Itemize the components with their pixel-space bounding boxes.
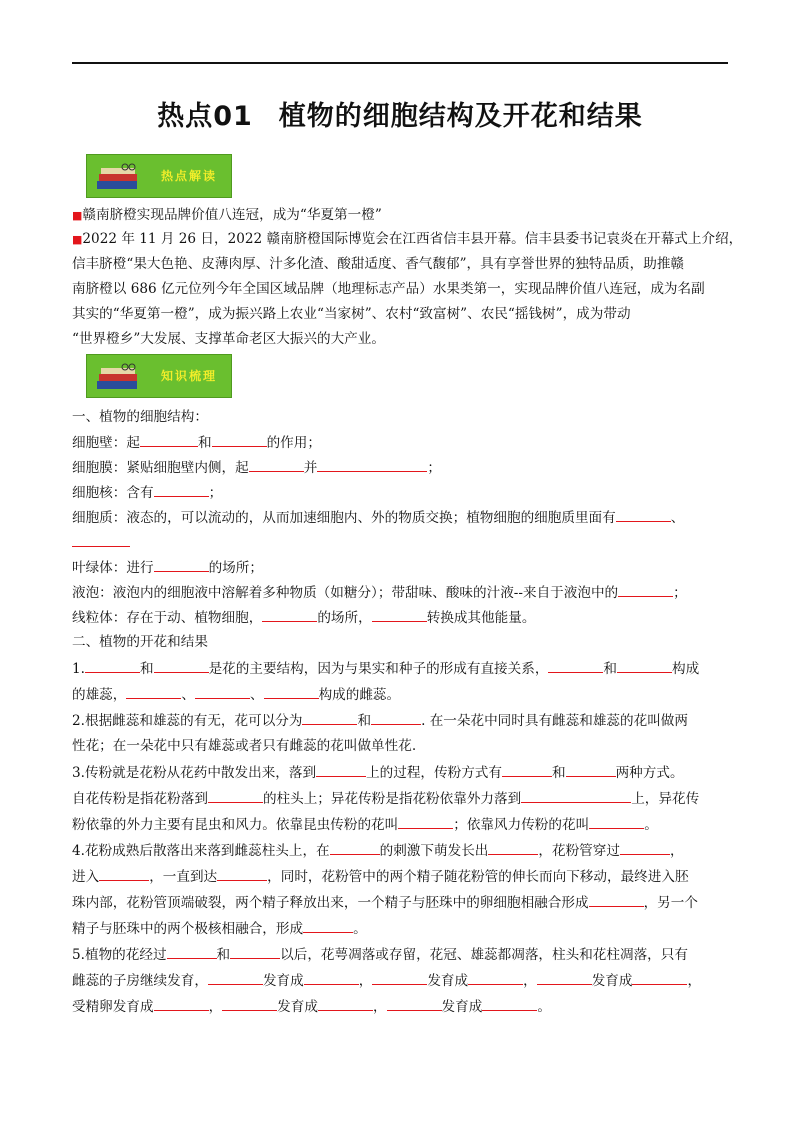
news-headline: ■赣南脐橙实现品牌价值八连冠，成为“华夏第一橙”: [72, 207, 382, 223]
answer-blank[interactable]: [398, 815, 453, 829]
answer-blank[interactable]: [264, 685, 319, 699]
answer-blank[interactable]: [303, 919, 353, 933]
page-title: [72, 94, 728, 133]
books-icon: [95, 163, 141, 193]
question-2-line: 性花；在一朵花中只有雄蕊或者只有雌蕊的花叫做单性花.: [72, 738, 417, 754]
bullet-icon: ■: [72, 233, 83, 246]
news-paragraph: “世界橙乡”大发展、支撑革命老区大振兴的大产业。: [72, 331, 385, 347]
badge-label: 知识梳理: [161, 369, 218, 383]
answer-blank[interactable]: [222, 997, 277, 1011]
fill-line-cell-membrane: 细胞膜：紧贴细胞壁内侧，起 并 ；: [72, 460, 441, 476]
question-1-line: 的雄蕊， 、 、 构成的雌蕊。: [72, 687, 401, 703]
answer-blank[interactable]: [618, 583, 673, 597]
answer-blank[interactable]: [317, 458, 427, 472]
answer-blank[interactable]: [537, 971, 592, 985]
news-paragraph: 其实的“华夏第一橙”，成为振兴路上农业“当家树”、农村“致富树”、农民“摇钱树”，成为带动: [72, 306, 631, 322]
answer-blank[interactable]: [468, 971, 523, 985]
question-5-line: 受精卵发育成 ， 发育成 ， 发育成 。: [72, 999, 551, 1015]
answer-blank[interactable]: [372, 971, 427, 985]
answer-blank[interactable]: [372, 608, 427, 622]
answer-blank[interactable]: [589, 893, 644, 907]
answer-blank[interactable]: [154, 659, 209, 673]
answer-blank[interactable]: [85, 659, 140, 673]
answer-blank[interactable]: [304, 971, 359, 985]
fill-line-mitochondria: 线粒体：存在于动、植物细胞， 的场所， 转换成其他能量。: [72, 610, 536, 626]
answer-blank[interactable]: [318, 997, 373, 1011]
news-paragraph: 南脐橙以 686 亿元位列今年全国区域品牌（地理标志产品）水果类第一，实现品牌价值八连冠，成为名副: [72, 281, 705, 297]
answer-blank[interactable]: [212, 433, 267, 447]
badge-label: 热点解读: [161, 169, 218, 183]
answer-blank[interactable]: [589, 815, 644, 829]
news-paragraph: ■2022 年 11 月 26 日，2022 赣南脐橙国际博览会在江西省信丰县开幕。信丰县委书记袁炎在开幕式上介绍，: [72, 231, 743, 247]
answer-blank[interactable]: [140, 433, 198, 447]
question-3-line: 粉依靠的外力主要有昆虫和风力。依靠昆虫传粉的花叫 ；依靠风力传粉的花叫 。: [72, 817, 658, 833]
question-4-line: 进入 ，一直到达 ，同时，花粉管中的两个精子随花粉管的伸长而向下移动，最终进入胚: [72, 869, 689, 885]
answer-blank[interactable]: [482, 997, 537, 1011]
answer-blank[interactable]: [99, 867, 149, 881]
question-1-line: 1. 和 是花的主要结构，因为与果实和种子的形成有直接关系， 和 构成: [72, 661, 700, 677]
fill-line-nucleus: 细胞核：含有 ；: [72, 485, 223, 501]
answer-blank[interactable]: [387, 997, 442, 1011]
answer-blank[interactable]: [620, 841, 670, 855]
question-3-line: 3.传粉就是花粉从花药中散发出来，落到 上的过程，传粉方式有 和 两种方式。: [72, 765, 684, 781]
answer-blank[interactable]: [521, 789, 631, 803]
answer-blank[interactable]: [617, 659, 672, 673]
answer-blank[interactable]: [154, 483, 209, 497]
answer-blank[interactable]: [217, 867, 267, 881]
answer-blank[interactable]: [72, 533, 130, 547]
answer-blank[interactable]: [230, 945, 280, 959]
section-badge-hotspot: [86, 154, 232, 198]
section-badge-knowledge: [86, 354, 232, 398]
answer-blank[interactable]: [167, 945, 217, 959]
news-paragraph: 信丰脐橙“果大色艳、皮薄肉厚、汁多化渣、酸甜适度、香气馥郁”，具有享誉世界的独特品质，助推赣: [72, 256, 685, 272]
question-5-line: 5.植物的花经过 和 以后，花萼凋落或存留，花冠、雄蕊都凋落，柱头和花柱凋落，只有: [72, 947, 688, 963]
fill-line-cytoplasm-cont: [72, 533, 728, 552]
fill-line-chloroplast: 叶绿体：进行 的场所；: [72, 560, 263, 576]
answer-blank[interactable]: [249, 458, 304, 472]
question-4-line: 精子与胚珠中的两个极核相融合，形成 。: [72, 921, 367, 937]
section-heading: 一、植物的细胞结构：: [72, 409, 208, 425]
answer-blank[interactable]: [371, 711, 421, 725]
answer-blank[interactable]: [502, 763, 552, 777]
header-rule: [72, 62, 728, 64]
title-text: 植物的细胞结构及开花和结果: [278, 101, 643, 132]
title-number: 热点01: [157, 101, 253, 132]
answer-blank[interactable]: [632, 971, 687, 985]
answer-blank[interactable]: [195, 685, 250, 699]
question-3-line: 自花传粉是指花粉落到 的柱头上；异花传粉是指花粉依靠外力落到 上，异花传: [72, 791, 700, 807]
answer-blank[interactable]: [302, 711, 357, 725]
answer-blank[interactable]: [126, 685, 181, 699]
answer-blank[interactable]: [154, 997, 209, 1011]
fill-line-vacuole: 液泡：液泡内的细胞液中溶解着多种物质（如糖分）；带甜味、酸味的汁液--来自于液泡中的 ；: [72, 585, 687, 601]
fill-line-cell-wall: 细胞壁：起 和 的作用；: [72, 435, 321, 451]
answer-blank[interactable]: [330, 841, 380, 855]
section-heading: 二、植物的开花和结果: [72, 634, 208, 650]
question-5-line: 雌蕊的子房继续发育， 发育成 ， 发育成 ， 发育成 ，: [72, 973, 702, 989]
answer-blank[interactable]: [154, 558, 209, 572]
answer-blank[interactable]: [208, 971, 263, 985]
answer-blank[interactable]: [616, 508, 671, 522]
answer-blank[interactable]: [488, 841, 538, 855]
question-2-line: 2.根据雌蕊和雄蕊的有无，花可以分为 和 . 在一朵花中同时具有雌蕊和雄蕊的花叫做两: [72, 713, 688, 729]
answer-blank[interactable]: [262, 608, 317, 622]
answer-blank[interactable]: [566, 763, 616, 777]
question-4-line: 4.花粉成熟后散落出来落到雌蕊柱头上，在 的刺激下萌发长出 ，花粉管穿过 ，: [72, 843, 684, 859]
bullet-icon: ■: [72, 209, 83, 222]
fill-line-cytoplasm: 细胞质：液态的，可以流动的，从而加速细胞内、外的物质交换；植物细胞的细胞质里面有 、: [72, 510, 685, 526]
question-4-line: 珠内部，花粉管顶端破裂，两个精子释放出来，一个精子与胚珠中的卵细胞相融合形成 ，另一个: [72, 895, 698, 911]
books-icon: [95, 363, 141, 393]
answer-blank[interactable]: [208, 789, 263, 803]
answer-blank[interactable]: [548, 659, 603, 673]
answer-blank[interactable]: [316, 763, 366, 777]
